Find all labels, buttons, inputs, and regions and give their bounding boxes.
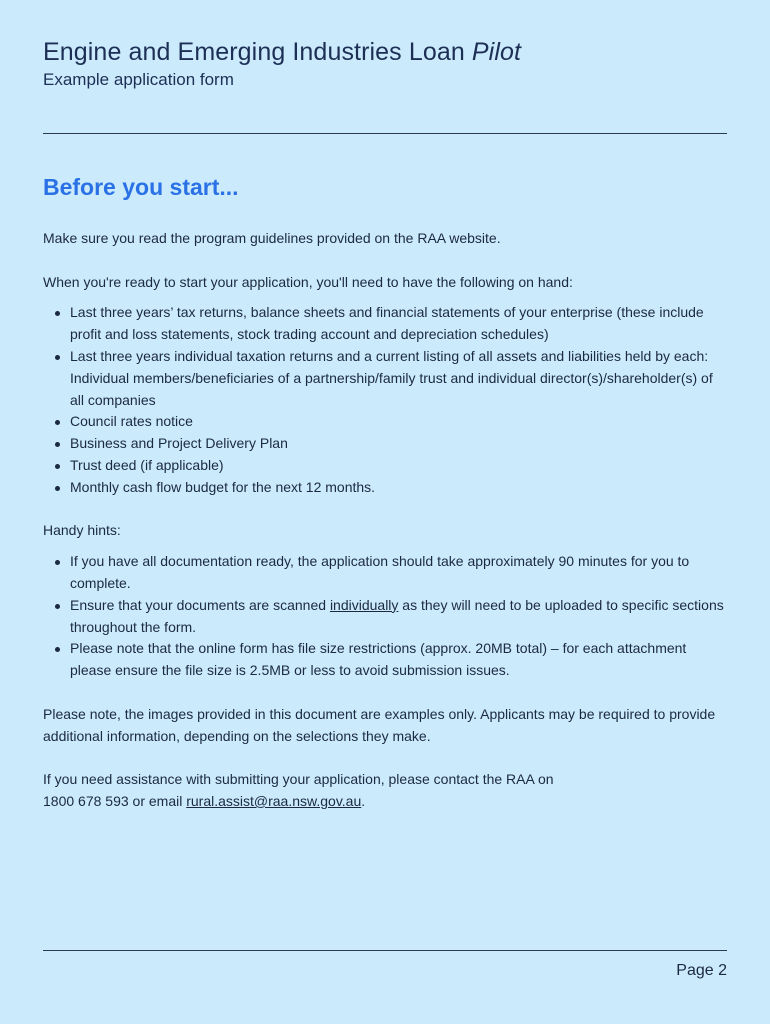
- list-item: Business and Project Delivery Plan: [70, 433, 727, 455]
- hint-text: as they will need to be uploaded to specific sections throughout the form.: [70, 596, 724, 635]
- title-italic: Pilot: [471, 38, 522, 66]
- section-heading: Before you start...: [43, 174, 239, 200]
- list-item: Please note that the online form has file size restrictions (approx. 20MB total) – for each attachment please ensure the file size is 2.5MB or less to avoid submission issues.: [70, 638, 727, 682]
- hints-label: Handy hints:: [43, 522, 121, 539]
- intro-paragraph: Make sure you read the program guidelines provided on the RAA website.: [43, 230, 501, 246]
- ready-list: [43, 302, 727, 498]
- list-item: Last three years individual taxation returns and a current listing of all assets and liabilities held by each: Individual members/beneficiaries of a partnership/family trust and individual director(s)/shareholder(s) of all companies: [70, 346, 727, 411]
- title-main: Engine and Emerging Industries Loan: [43, 38, 465, 66]
- list-item: If you have all documentation ready, the application should take approximately 90 minutes for you to complete.: [70, 551, 727, 595]
- contact-end: .: [361, 792, 366, 809]
- contact-paragraph: [43, 769, 727, 813]
- document-page: [43, 0, 727, 1024]
- list-item: Trust deed (if applicable): [70, 455, 727, 477]
- bottom-divider: [43, 950, 727, 951]
- email-link[interactable]: rural.assist@raa.nsw.gov.au: [186, 792, 362, 809]
- page-title: [43, 38, 521, 67]
- hints-list: [43, 551, 727, 682]
- hint-text: Ensure that your documents are scanned: [70, 596, 330, 613]
- ready-intro: When you're ready to start your application, you'll need to have the following on hand:: [43, 273, 573, 290]
- page-number: Page 2: [676, 962, 727, 979]
- list-item: Last three years’ tax returns, balance sheets and financial statements of your enterprise (these include profit and loss statements, stock trading account and depreciation schedules): [70, 302, 727, 346]
- note-paragraph: Please note, the images provided in this document are examples only. Applicants may be required to provide additional information, depending on the selections they make.: [43, 705, 716, 744]
- list-item: [70, 595, 727, 639]
- contact-text: If you need assistance with submitting your application, please contact the RAA on: [43, 771, 554, 788]
- top-divider: [43, 133, 727, 134]
- body-text: [43, 228, 727, 813]
- page-subtitle: Example application form: [43, 70, 234, 89]
- list-item: Monthly cash flow budget for the next 12 months.: [70, 477, 727, 499]
- contact-phone: 1800 678 593 or email: [43, 792, 187, 809]
- hint-underlined: individually: [329, 596, 399, 613]
- list-item: Council rates notice: [70, 411, 727, 433]
